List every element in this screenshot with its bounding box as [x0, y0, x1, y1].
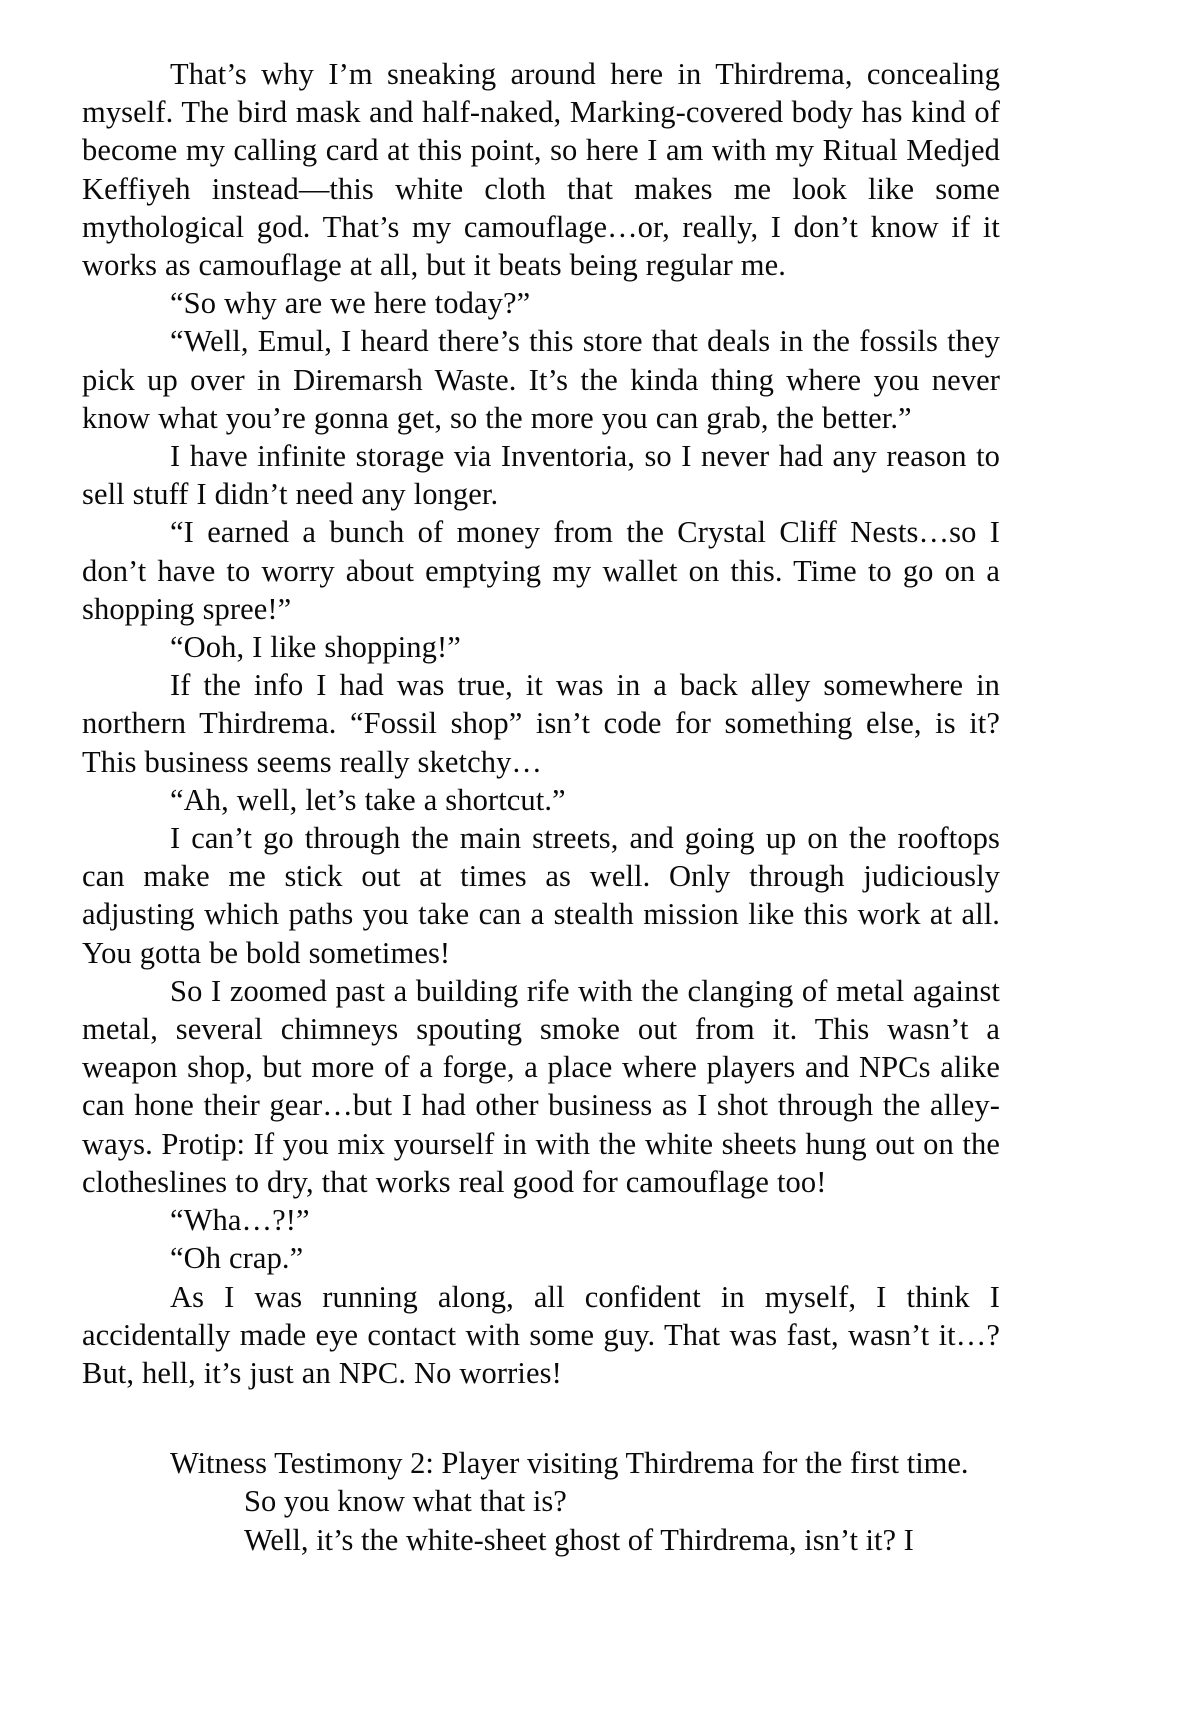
witness-testimony-line: Well, it’s the white-sheet ghost of Thirdrema, isn’t it? I	[244, 1522, 914, 1557]
paragraph: “I earned a bunch of money from the Crystal Cliff Nests…so I don’t have to worry about emptying my wallet on this. Time to go on a shopping spree!”	[82, 515, 1000, 626]
paragraph: “Oh crap.”	[170, 1241, 304, 1276]
paragraph: “Ooh, I like shopping!”	[170, 630, 461, 665]
body-text-block	[82, 55, 1000, 1392]
paragraph: If the info I had was true, it was in a back alley somewhere in northern Thirdrema. “Fossil shop” isn’t code for something else, is it? This business seems really sketchy…	[82, 668, 1000, 779]
paragraph: So I zoomed past a building rife with the clanging of metal against metal, several chimneys spouting smoke out from it. This wasn’t a weapon shop, but more of a forge, a place where players and NPCs alike can hone their gear…but I had other business as I shot through the alley-ways. Protip: If you mix yourself in with the white sheets hung out on the clotheslines to dry, that works real good for camouflage too!	[82, 973, 1000, 1199]
paragraph: “So why are we here today?”	[170, 286, 531, 321]
witness-testimony-heading: Witness Testimony 2: Player visiting Thirdrema for the first time.	[170, 1446, 969, 1481]
paragraph: “Wha…?!”	[170, 1203, 310, 1238]
witness-testimony-block	[82, 1444, 1000, 1559]
paragraph: “Well, Emul, I heard there’s this store that deals in the fossils they pick up over in Diremarsh Waste. It’s the kinda thing where you never know what you’re gonna get, so the more you can grab, the better.”	[82, 324, 1000, 435]
paragraph: I have infinite storage via Inventoria, so I never had any reason to sell stuff I didn’t need any longer.	[82, 439, 1000, 512]
paragraph: That’s why I’m sneaking around here in Thirdrema, concealing myself. The bird mask and half-naked, Marking-covered body has kind of become my calling card at this point, so here I am with my Ritual Medjed Keffiyeh instead—this white cloth that makes me look like some mythological god. That’s my camouflage…or, really, I don’t know if it works as camouflage at all, but it beats being regular me.	[82, 57, 1000, 283]
paragraph: As I was running along, all confident in myself, I think I accidentally made eye contact with some guy. That was fast, wasn’t it…? But, hell, it’s just an NPC. No worries!	[82, 1279, 1000, 1390]
paragraph: I can’t go through the main streets, and going up on the rooftops can make me stick out at times as well. Only through judiciously adjusting which paths you take can a stealth mission like this work at all. You gotta be bold sometimes!	[82, 821, 1000, 970]
witness-testimony-line: So you know what that is?	[244, 1484, 567, 1519]
paragraph: “Ah, well, let’s take a shortcut.”	[170, 782, 566, 817]
